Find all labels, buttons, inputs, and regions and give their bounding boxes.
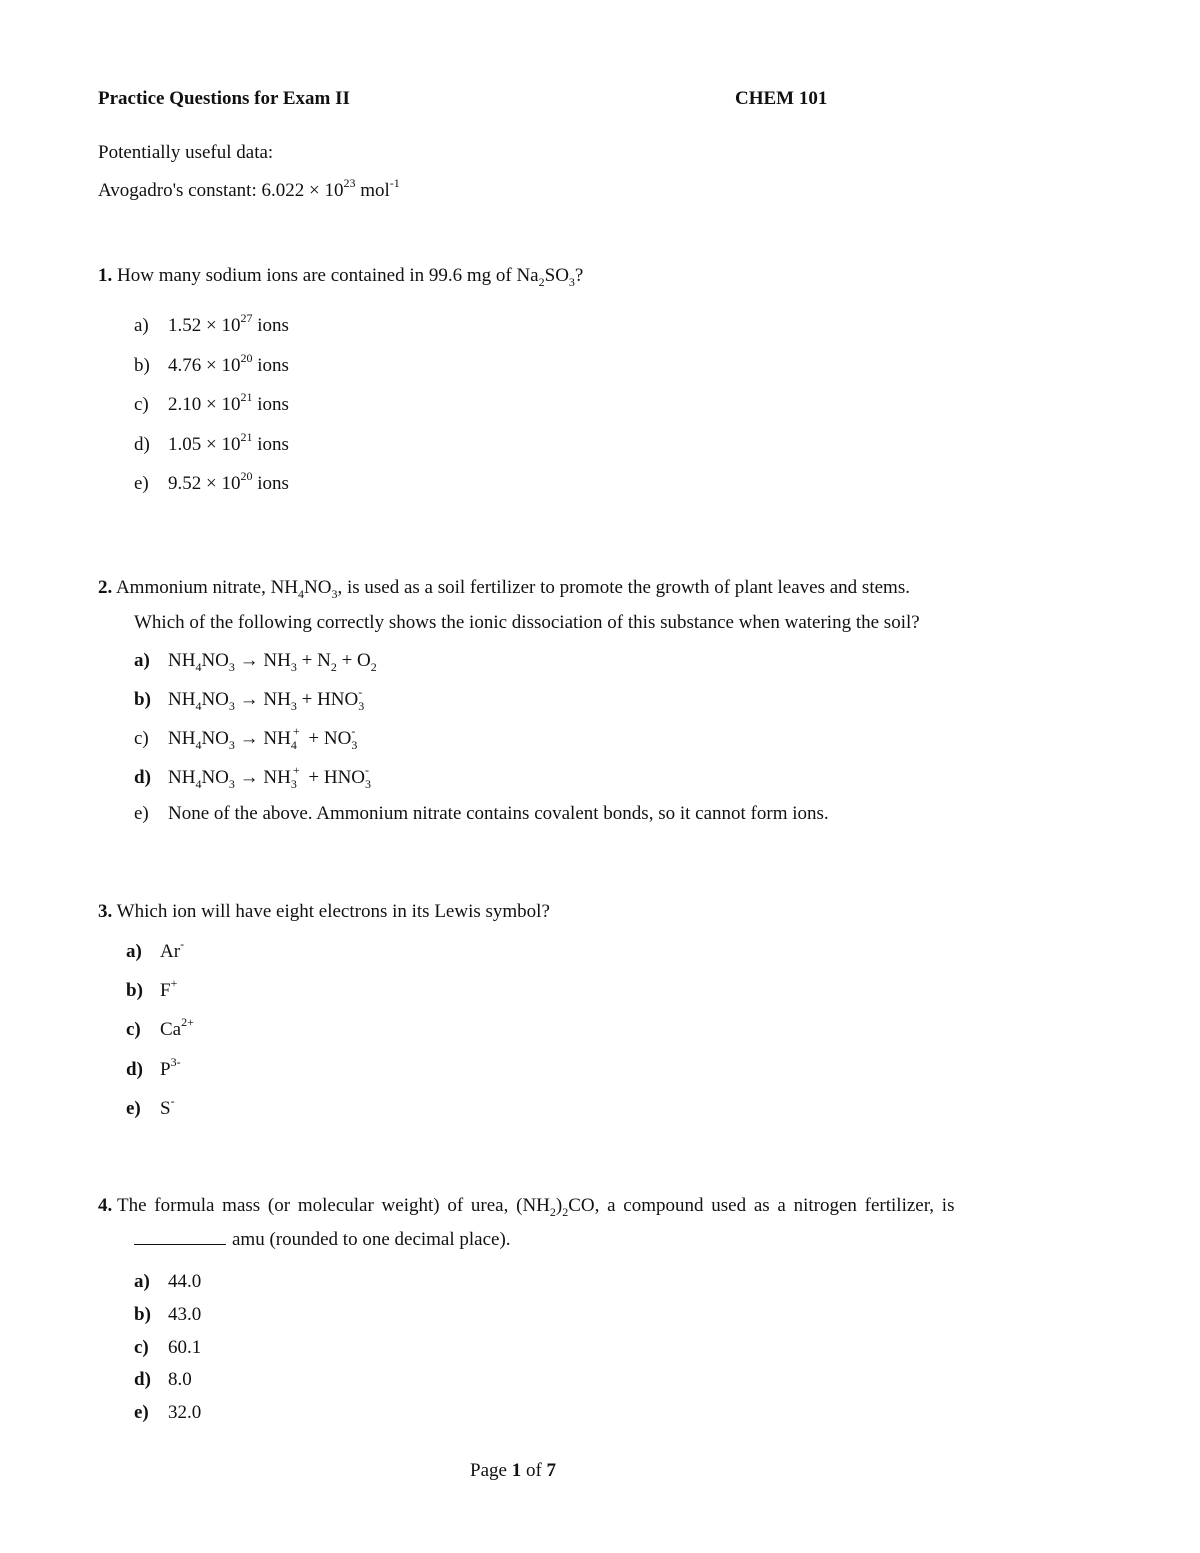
text-fragment: The formula mass (or molecular weight) of urea, (NH (117, 1195, 550, 1216)
text-fragment: - (365, 763, 370, 777)
text-fragment: NH (168, 728, 196, 749)
q2-option-a (134, 650, 377, 672)
text-fragment: How many sodium ions are contained in 99.6 mg of Na (117, 265, 539, 286)
question-number: 3. (98, 901, 113, 922)
text-fragment: + (303, 728, 324, 749)
text-fragment: NO (201, 728, 229, 749)
answer-blank (134, 1230, 226, 1245)
question-number: 1. (98, 265, 113, 286)
text-fragment: a) (134, 650, 150, 671)
text-fragment: 43.0 (168, 1304, 202, 1325)
q1-option-d (134, 430, 289, 456)
text-fragment: Ca (160, 1019, 182, 1040)
q4-option-d (134, 1369, 192, 1391)
text-fragment: 3 (351, 738, 358, 752)
text-fragment: S (160, 1098, 171, 1119)
avogadro-label: Avogadro's constant: 6.022 × 10 (98, 180, 344, 201)
text-fragment: , is used as a soil fertilizer to promote the growth of plant leaves and stems. (337, 577, 910, 598)
text-fragment: 32.0 (168, 1402, 202, 1423)
question-number: 4. (98, 1195, 113, 1216)
q2-option-c (134, 724, 361, 752)
text-fragment: → (234, 689, 264, 710)
q1-option-b (134, 351, 289, 377)
text-fragment: 4 (290, 738, 297, 752)
text-fragment: 1 (511, 1460, 522, 1481)
text-fragment: e) (134, 473, 149, 494)
text-fragment: - (170, 1094, 175, 1108)
q3-option-e (126, 1094, 175, 1120)
text-fragment: ions (252, 434, 289, 455)
text-fragment: c) (134, 394, 149, 415)
text-fragment: HNO (317, 689, 359, 710)
text-fragment: 9.52 × 10 (168, 473, 241, 494)
text-fragment: F (160, 980, 171, 1001)
text-fragment: O (357, 650, 371, 671)
q4-option-a (134, 1271, 201, 1293)
text-fragment: 20 (240, 469, 253, 483)
text-fragment: 3 (228, 777, 235, 791)
text-fragment: - (351, 724, 356, 738)
text-fragment: 2.10 × 10 (168, 394, 241, 415)
text-fragment: NH (168, 650, 196, 671)
question-1 (98, 265, 583, 287)
text-fragment: 3- (170, 1055, 181, 1069)
text-fragment: e) (134, 1402, 149, 1423)
q2-option-e (134, 803, 829, 825)
text-fragment: e) (134, 803, 149, 824)
text-fragment: → (234, 650, 264, 671)
text-fragment: 4 (195, 777, 202, 791)
text-fragment: 3 (290, 777, 297, 791)
text-fragment: 3 (568, 275, 575, 289)
page-number (470, 1460, 556, 1482)
q4-option-c (134, 1337, 201, 1359)
text-fragment: 44.0 (168, 1271, 202, 1292)
text-fragment: amu (rounded to one decimal place). (232, 1229, 511, 1250)
text-fragment: b) (126, 980, 143, 1001)
text-fragment: SO (544, 265, 569, 286)
text-fragment: a) (134, 1271, 150, 1292)
text-fragment: 2 (562, 1205, 569, 1219)
text-fragment: ions (252, 355, 289, 376)
text-fragment: 21 (240, 390, 253, 404)
text-fragment: 60.1 (168, 1337, 202, 1358)
q4-option-b (134, 1304, 201, 1326)
text-fragment: + (292, 724, 300, 738)
text-fragment: None of the above. Ammonium nitrate contains covalent bonds, so it cannot form ions. (168, 803, 829, 824)
text-fragment: Ammonium nitrate, NH (115, 577, 299, 598)
question-2-line-2: Which of the following correctly shows the ionic dissociation of this substance when watering the soil? (134, 612, 920, 633)
text-fragment: ions (252, 394, 289, 415)
question-4-line-2 (134, 1229, 511, 1251)
text-fragment: ) (555, 1195, 563, 1216)
text-fragment: b) (134, 1304, 151, 1325)
text-fragment: d) (126, 1059, 143, 1080)
text-fragment: ions (252, 473, 289, 494)
text-fragment: 4 (195, 738, 202, 752)
text-fragment: NO (201, 689, 229, 710)
page-title: Practice Questions for Exam II (98, 88, 350, 109)
question-number: 2. (98, 577, 113, 598)
text-fragment: 21 (240, 430, 253, 444)
text-fragment: NH (263, 728, 291, 749)
text-fragment: P (160, 1059, 171, 1080)
text-fragment: 3 (290, 699, 297, 713)
text-fragment: CO, a compound used as a nitrogen fertilizer, is (568, 1195, 955, 1216)
text-fragment: 4 (195, 660, 202, 674)
text-fragment: 8.0 (168, 1369, 192, 1390)
text-fragment: NH (168, 767, 196, 788)
text-fragment: a) (134, 315, 149, 336)
text-fragment: NO (201, 650, 229, 671)
data-heading: Potentially useful data: (98, 142, 274, 163)
text-fragment: 3 (365, 777, 372, 791)
text-fragment: 2 (370, 660, 377, 674)
question-text (117, 265, 584, 289)
text-fragment: + (336, 650, 358, 671)
text-fragment: 4.76 × 10 (168, 355, 241, 376)
text-fragment: 7 (546, 1460, 557, 1481)
text-fragment: N (317, 650, 331, 671)
text-fragment: 4 (298, 587, 305, 601)
q1-option-c (134, 390, 289, 416)
avogadro-exp: 23 (343, 176, 356, 190)
text-fragment: - (358, 685, 363, 699)
text-fragment: NO (201, 767, 229, 788)
text-fragment: 2 (538, 275, 545, 289)
q1-option-a (134, 311, 289, 337)
text-fragment: b) (134, 355, 150, 376)
text-fragment: 20 (240, 351, 253, 365)
q1-option-e (134, 469, 289, 495)
text-fragment: 3 (290, 660, 297, 674)
avogadro-constant (98, 176, 400, 202)
q3-option-d (126, 1055, 181, 1081)
q3-option-c (126, 1015, 194, 1041)
q3-option-a (126, 937, 185, 963)
text-fragment: e) (126, 1098, 141, 1119)
text-fragment: + (170, 976, 178, 990)
text-fragment: → (234, 728, 264, 749)
text-fragment: a) (126, 941, 142, 962)
text-fragment: 27 (240, 311, 253, 325)
text-fragment: 1.52 × 10 (168, 315, 241, 336)
text-fragment: - (180, 937, 185, 951)
text-fragment: c) (134, 1337, 149, 1358)
text-fragment: 3 (358, 699, 365, 713)
text-fragment: NH (263, 767, 291, 788)
q2-option-d (134, 763, 375, 791)
text-fragment: d) (134, 434, 150, 455)
text-fragment: + (303, 767, 324, 788)
q3-option-b (126, 976, 178, 1002)
text-fragment: NO (323, 728, 352, 749)
avogadro-unit: mol (355, 180, 390, 201)
text-fragment: NH (263, 650, 291, 671)
avogadro-unit-exp: -1 (389, 176, 400, 190)
question-3 (98, 901, 550, 923)
text-fragment: 4 (195, 699, 202, 713)
course-code: CHEM 101 (735, 88, 828, 109)
text-fragment: d) (134, 1369, 151, 1390)
text-fragment: 3 (228, 738, 235, 752)
text-fragment: 2 (549, 1205, 556, 1219)
question-text (117, 1195, 955, 1219)
text-fragment: + (296, 689, 318, 710)
q2-option-b (134, 685, 368, 713)
text-fragment: ? (574, 265, 584, 286)
question-2 (98, 577, 910, 599)
text-fragment: b) (134, 689, 151, 710)
text-fragment: 3 (331, 587, 338, 601)
text-fragment: 2 (330, 660, 337, 674)
text-fragment: c) (134, 728, 149, 749)
text-fragment: ions (252, 315, 289, 336)
text-fragment: d) (134, 767, 151, 788)
text-fragment: → (234, 767, 264, 788)
text-fragment: 3 (228, 660, 235, 674)
text-fragment: Page (470, 1460, 512, 1481)
text-fragment: NH (263, 689, 291, 710)
question-text: Which ion will have eight electrons in its Lewis symbol? (116, 901, 550, 922)
text-fragment: HNO (323, 767, 366, 788)
text-fragment: + (296, 650, 318, 671)
text-fragment: 2+ (181, 1015, 194, 1029)
text-fragment: NH (168, 689, 196, 710)
text-fragment: of (521, 1460, 547, 1481)
text-fragment: NO (304, 577, 332, 598)
question-text (115, 577, 910, 601)
q4-option-e (134, 1402, 201, 1424)
text-fragment: 3 (228, 699, 235, 713)
text-fragment: Ar (160, 941, 181, 962)
text-fragment: + (292, 763, 300, 777)
text-fragment: c) (126, 1019, 141, 1040)
question-4 (98, 1195, 954, 1217)
text-fragment: 1.05 × 10 (168, 434, 241, 455)
